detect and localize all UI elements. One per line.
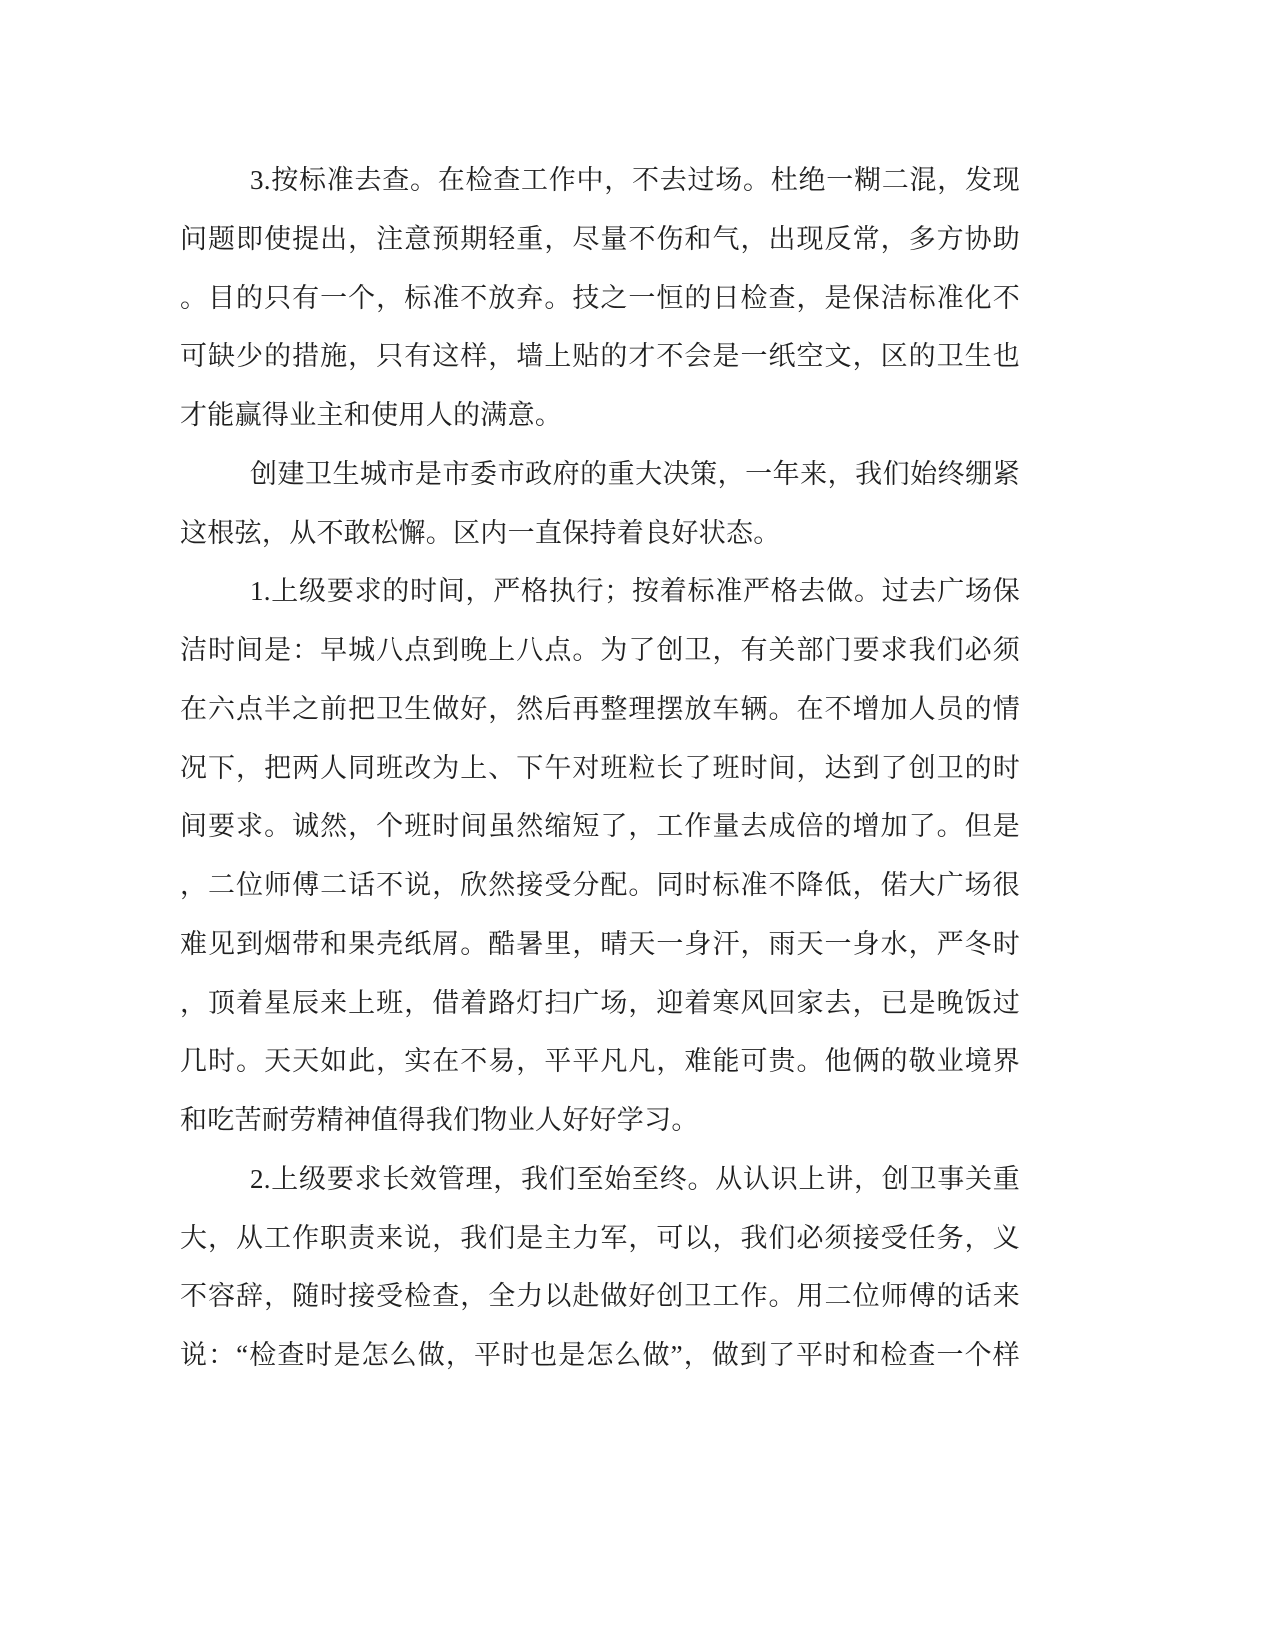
paragraph-required-time	[180, 562, 1020, 1150]
text-line: 才能赢得业主和使用人的满意。	[180, 400, 563, 430]
text-line: ，顶着星辰来上班，借着路灯扫广场，迎着寒风回家去，已是晚饭过	[180, 987, 1020, 1018]
text-line: 难见到烟带和果壳纸屑。酷暑里，晴天一身汗，雨天一身水，严冬时	[180, 928, 1020, 959]
text-line: 不容辞，随时接受检查，全力以赴做好创卫工作。用二位师傅的话来	[180, 1281, 1020, 1312]
text-line: 说：“检查时是怎么做，平时也是怎么做”，做到了平时和检查一个样	[180, 1340, 1020, 1370]
text-line: 况下，把两人同班改为上、下午对班粒长了班时间，达到了创卫的时	[180, 752, 1020, 783]
text-line: 这根弦，从不敢松懈。区内一直保持着良好状态。	[180, 517, 781, 548]
text-line: 和吃苦耐劳精神值得我们物业人好好学习。	[180, 1105, 699, 1135]
text-line: 问题即使提出，注意预期轻重，尽量不伤和气，出现反常，多方协助	[180, 223, 1020, 254]
text-line: 洁时间是：早城八点到晚上八点。为了创卫，有关部门要求我们必须	[180, 635, 1020, 665]
text-line: 可缺少的措施，只有这样，墙上贴的才不会是一纸空文，区的卫生也	[180, 341, 1020, 372]
paragraph-long-term-management	[180, 1150, 1020, 1385]
text-line: 创建卫生城市是市委市政府的重大决策，一年来，我们始终绷紧	[250, 458, 1020, 489]
text-line: 间要求。诚然，个班时间虽然缩短了，工作量去成倍的增加了。但是	[180, 811, 1020, 842]
text-line: 。目的只有一个，标准不放弃。技之一恒的日检查，是保洁标准化不	[180, 282, 1020, 313]
text-line: 3.按标准去查。在检查工作中，不去过场。杜绝一糊二混，发现	[250, 165, 1020, 195]
text-line: 1.上级要求的时间，严格执行；按着标准严格去做。过去广场保	[250, 576, 1020, 607]
text-line: ，二位师傅二话不说，欣然接受分配。同时标准不降低，偌大广场很	[180, 870, 1020, 900]
text-line: 几时。天天如此，实在不易，平平凡凡，难能可贵。他俩的敬业境界	[180, 1046, 1020, 1077]
text-line: 大，从工作职责来说，我们是主力军，可以，我们必须接受任务，义	[180, 1222, 1020, 1253]
text-line: 2.上级要求长效管理，我们至始至终。从认识上讲，创卫事关重	[250, 1163, 1020, 1194]
text-line: 在六点半之前把卫生做好，然后再整理摆放车辆。在不增加人员的情	[180, 693, 1020, 724]
document-body	[180, 151, 1020, 1385]
paragraph-inspection-standard	[180, 151, 1020, 445]
paragraph-hygienic-city	[180, 445, 1020, 563]
